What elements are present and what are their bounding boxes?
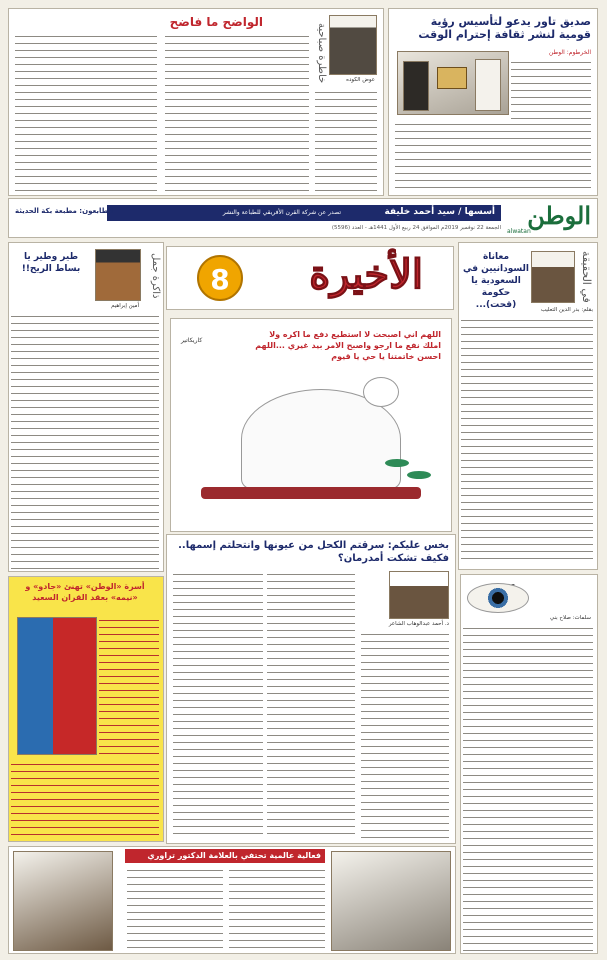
author-photo [531,251,575,303]
masthead-band [8,198,598,238]
slipper-icon-2 [407,471,431,479]
left-author: أمين إبراهيم [111,303,139,309]
group-photo [331,851,451,951]
right-author: بقلم: بدر الدين التعليب [540,307,593,313]
column-name: خاطرة صباحية [316,23,327,84]
ad-headline: أسرة «الوطن» تهنئ «جادو» و «نيمه» بعقد القران السعيد [25,582,145,602]
prayer-rug [201,487,421,499]
page-number-badge [197,255,243,301]
eyes-box [460,574,598,954]
feature-text-3 [173,571,263,839]
story-text-right [511,59,591,119]
page-title-banner [166,246,454,310]
column-title: الواضح ما فاضح [169,15,263,29]
slipper-icon [385,459,409,467]
kicker: الخرطوم: الوطن [548,49,591,56]
eyes-text [463,625,593,951]
logo-text: الوطن [527,201,591,230]
author: عوض الكوده [346,77,375,83]
cartoon [170,318,452,532]
founder-bar [107,205,501,221]
feature-text-2 [267,571,355,839]
figure-head [363,377,399,407]
column-text-1 [315,89,377,191]
feature-headline: بخس عليكم: سرقتم الكحل من عيونها وانتحلتم إسمها.. فكيف تشكت أمدرمان؟ [178,540,449,564]
column-text-3 [15,33,157,191]
scholar-photo [13,851,113,951]
center-feature [166,534,456,844]
logo-sub: alwatan [507,228,531,235]
column-tag: في الحقيقة [580,251,593,303]
author-photo [389,571,449,619]
story-text-bottom [395,121,591,191]
headline: صديق تاور يدعو لتأسيس رؤية قومية لنشر ثقافة إحترام الوقت [418,15,591,41]
left-column [8,242,164,572]
right-column [458,242,598,570]
feature-text-1 [361,631,449,839]
founder-line: أسسها / سيد أحمد خليفة [384,207,495,217]
page-title: الأخيرة [309,251,423,298]
man-portrait-2 [475,59,501,111]
date-line: الجمعة 22 نوفمبر 2019م الموافق 24 ربيع الأول 1441هـ - العدد (5596) [331,225,501,231]
congrats-ad [8,576,164,842]
right-headline: معاناة السودانيين في السعودية يا حكومة (قحت)... [463,252,529,310]
ad-text-bottom [11,761,159,837]
story-text-1 [229,867,325,951]
author-photo [95,249,141,301]
top-right-story [388,8,598,196]
left-column-name: ذاكرة جمل [150,253,161,299]
bottom-story [8,846,456,954]
cartoon-signature: كاريكاتير [181,337,203,344]
cartoon-caption: اللهم اني اصبحت لا استطيع دفع ما اكره ولا املك نفع ما ارجو واصبح الامر بيد غيري ...اللهم احسن خاتمتنا يا حي يا قيوم [255,330,441,361]
story-headline: فعالية عالمية تحتفي بالعلامة الدكتور تراوري [147,851,321,860]
ad-text-right [99,617,159,755]
certificate [437,67,467,89]
publisher-line: تصدر عن شركة القرن الأفريقي للطباعة والنشر [222,209,341,216]
story-text-2 [127,867,223,951]
left-title: طير وطير يا بساط الريح!! [21,252,81,274]
story-headline-bar [125,849,325,863]
man-portrait-1 [403,61,429,111]
couple-photo [17,617,97,755]
left-text [11,313,159,569]
columnist-photo [329,15,377,75]
feature-author: د. أحمد عبدالوهاب الشاعر [388,621,449,627]
right-text [461,317,593,565]
eyes-sub: سلمات: صلاح بني [549,615,591,621]
logo [505,201,591,235]
page-number: 8 [210,263,230,296]
printer-line: الطابعون: مطبعة بكة الحديثة [15,207,114,215]
column-text-2 [165,33,309,191]
eye-icon [467,583,529,613]
top-left-column [8,8,384,196]
